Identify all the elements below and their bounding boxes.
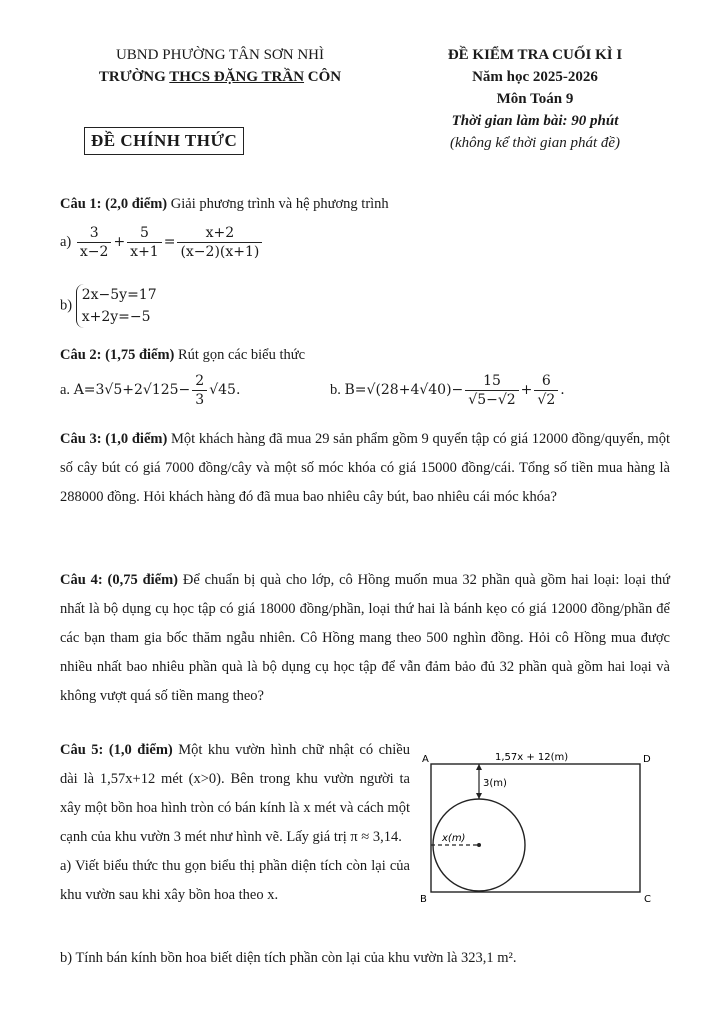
q2-label: Câu 2: (1,75 điểm) (60, 347, 175, 363)
arrow-head-top (476, 764, 482, 770)
q2b-label: b. (330, 381, 341, 398)
q2a-expr-start: A=3√5+2√125− (73, 381, 191, 398)
q3-label: Câu 3: (1,0 điểm) (60, 431, 168, 447)
school-prefix: TRƯỜNG (98, 69, 170, 85)
q1a-fraction-3: $\frac{x+2}{(x-2)(x+1)}$ (177, 224, 262, 261)
q1a-label: a) (60, 233, 72, 250)
gap-label: 3(m) (483, 778, 507, 789)
q1-text: Giải phương trình và hệ phương trình (167, 196, 389, 212)
q1a-plus: + (113, 233, 126, 250)
school-suffix: CÔN (304, 69, 342, 85)
header-left (70, 44, 370, 88)
q3-text: Một khách hàng đã mua 29 sản phẩm gồm 9 quyển tập có giá 12000 đồng/quyển, một số cây bút có giá 7000 đồng/cây và một số móc khóa có giá 15000 đồng/cái. Tổng số tiền mua hàng là 288000 đồng. Hỏi khách hàng đó đã mua bao nhiêu cây bút, bao nhiêu cái móc khóa? (60, 431, 670, 505)
school-underlined: THCS ĐẶNG TRẦN (169, 69, 305, 85)
q5-text: Một khu vườn hình chữ nhật có chiều dài là 1,57x+12 mét (x>0). Bên trong khu vườn người ta xây một bồn hoa hình tròn có bán kính là x mét và cách một cạnh của khu vườn 3 mét như hình vẽ. Lấy giá trị π ≈ 3,14. (60, 742, 410, 845)
question-1 (60, 190, 670, 219)
q1-part-b (60, 284, 157, 328)
q1a-fraction-2: $\frac{5}{x+1}$ (127, 224, 162, 261)
q1b-label: b) (60, 297, 73, 314)
q1b-system (76, 284, 157, 328)
q2a-expr-end: √45. (209, 381, 241, 398)
q1-label: Câu 1: (2,0 điểm) (60, 196, 168, 212)
vertex-d: D (643, 754, 651, 765)
vertex-a: A (422, 754, 429, 765)
q2b-fraction-2: $\frac{6}{√2}$ (534, 372, 558, 409)
q1b-eq2: x+2y=−5 (81, 309, 151, 325)
vertex-b: B (420, 894, 427, 905)
center-dot (477, 843, 481, 847)
q2b-plus: + (520, 381, 533, 398)
q5-label: Câu 5: (1,0 điểm) (60, 742, 173, 758)
vertex-c: C (644, 894, 651, 905)
district-name: UBND PHƯỜNG TÂN SƠN NHÌ (115, 47, 325, 63)
header-right (395, 44, 675, 154)
q2b-fraction-1: $\frac{15}{√5-√2}$ (465, 372, 518, 409)
q5-part-a: a) Viết biểu thức thu gọn biểu thị phần diện tích còn lại của khu vườn sau khi xây bồn hoa theo x. (60, 858, 410, 903)
q2a-fraction: $\frac{2}{3}$ (192, 372, 207, 409)
question-4 (60, 566, 670, 711)
school-year: Năm học 2025-2026 (472, 69, 598, 85)
q4-text: Để chuẩn bị quà cho lớp, cô Hồng muốn mua 32 phần quà gồm hai loại: loại thứ nhất là bộ dụng cụ học tập có giá 18000 đồng/phần, loại thứ hai là bánh kẹo có giá 12000 đồng/phần để các bạn tham gia bốc thăm ngẫu nhiên. Cô Hồng mang theo 500 nghìn đồng. Hỏi cô Hồng mua được nhiều nhất bao nhiêu phần quà là bộ dụng cụ học tập để vẫn đảm bảo đủ 32 phần quà gồm hai loại và không vượt quá số tiền mang theo? (60, 572, 670, 704)
question-5 (60, 736, 410, 910)
q2b-end: . (560, 381, 565, 398)
q1b-eq1: 2x−5y=17 (81, 287, 157, 303)
subject: Môn Toán 9 (496, 91, 574, 107)
q1a-fraction-1: $\frac{3}{x-2}$ (77, 224, 112, 261)
arrow-head-bottom (476, 793, 482, 799)
q5-part-b: b) Tính bán kính bồn hoa biết diện tích phần còn lại của khu vườn là 323,1 m². (60, 950, 517, 966)
duration: Thời gian làm bài: 90 phút (451, 113, 619, 129)
q2-part-a (60, 372, 240, 409)
official-stamp: ĐỀ CHÍNH THỨC (84, 127, 244, 155)
exam-title: ĐỀ KIỂM TRA CUỐI KÌ I (447, 47, 623, 63)
question-3 (60, 425, 670, 512)
garden-figure (412, 746, 662, 906)
q1-part-a (60, 224, 264, 261)
q2b-expr-start: B=√(28+4√40)− (344, 381, 464, 398)
length-label: 1,57x + 12(m) (495, 752, 569, 763)
q2-part-b (330, 372, 565, 409)
q2-text: Rút gọn các biểu thức (174, 347, 306, 363)
q2a-label: a. (60, 381, 71, 398)
duration-note: (không kể thời gian phát đề) (449, 135, 621, 151)
question-2 (60, 341, 670, 370)
school-name (70, 66, 370, 88)
q1a-equals: = (163, 233, 176, 250)
garden-rectangle (431, 764, 640, 892)
q4-label: Câu 4: (0,75 điểm) (60, 572, 179, 588)
radius-label: x(m) (442, 833, 466, 844)
